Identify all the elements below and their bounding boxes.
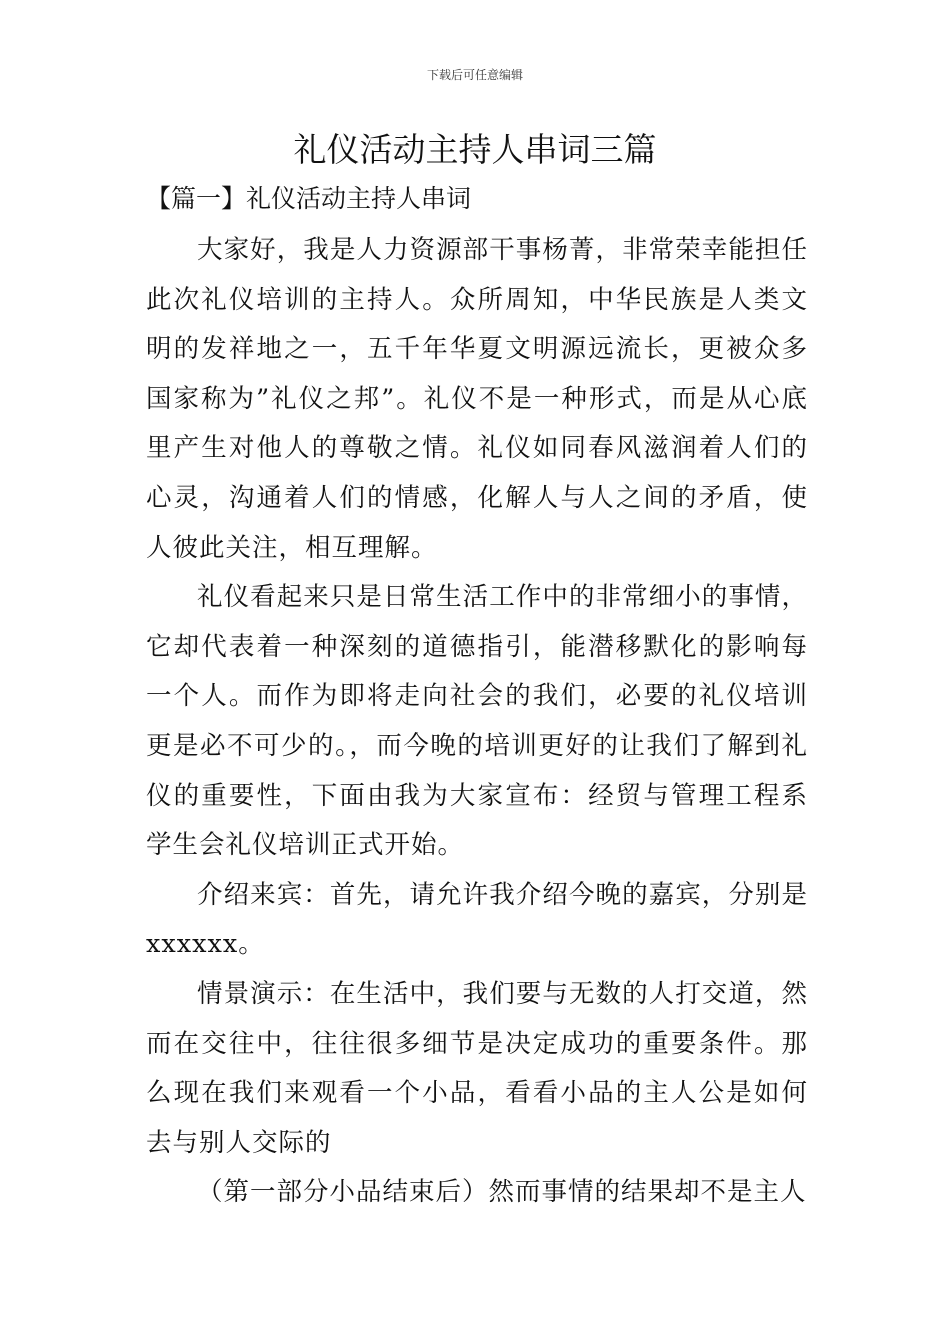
document-body — [146, 226, 808, 1218]
paragraph-intro: 大家好，我是人力资源部干事杨菁，非常荣幸能担任此次礼仪培训的主持人。众所周知，中华民族是人类文明的发祥地之一，五千年华夏文明源远流长，更被众多国家称为”礼仪之邦”。礼仪不是一种形式，而是从心底里产生对他人的尊敬之情。礼仪如同春风滋润着人们的心灵，沟通着人们的情感，化解人与人之间的矛盾，使人彼此关注，相互理解。 — [146, 235, 808, 563]
paragraph-etiquette-importance: 礼仪看起来只是日常生活工作中的非常细小的事情，它却代表着一种深刻的道德指引，能潜移默化的影响每一个人。而作为即将走向社会的我们，必要的礼仪培训更是必不可少的。，而今晚的培训更好的让我们了解到礼仪的重要性，下面由我为大家宣布：经贸与管理工程系学生会礼仪培训正式开始。 — [146, 582, 808, 861]
paragraph-scenario-demo: 情景演示：在生活中，我们要与无数的人打交道，然而在交往中，往往很多细节是决定成功的重要条件。那么现在我们来观看一个小品，看看小品的主人公是如何去与别人交际的 — [146, 978, 808, 1158]
section-heading: 【篇一】礼仪活动主持人串词 — [146, 184, 472, 213]
paragraph-after-sketch: （第一部分小品结束后）然而事情的结果却不是主人 — [197, 1177, 807, 1208]
header-note: 下载后可任意编辑 — [426, 68, 523, 82]
document-title: 礼仪活动主持人串词三篇 — [293, 130, 657, 169]
paragraph-guest-introduction: 介绍来宾：首先，请允许我介绍今晚的嘉宾，分别是xxxxxx。 — [146, 879, 808, 960]
